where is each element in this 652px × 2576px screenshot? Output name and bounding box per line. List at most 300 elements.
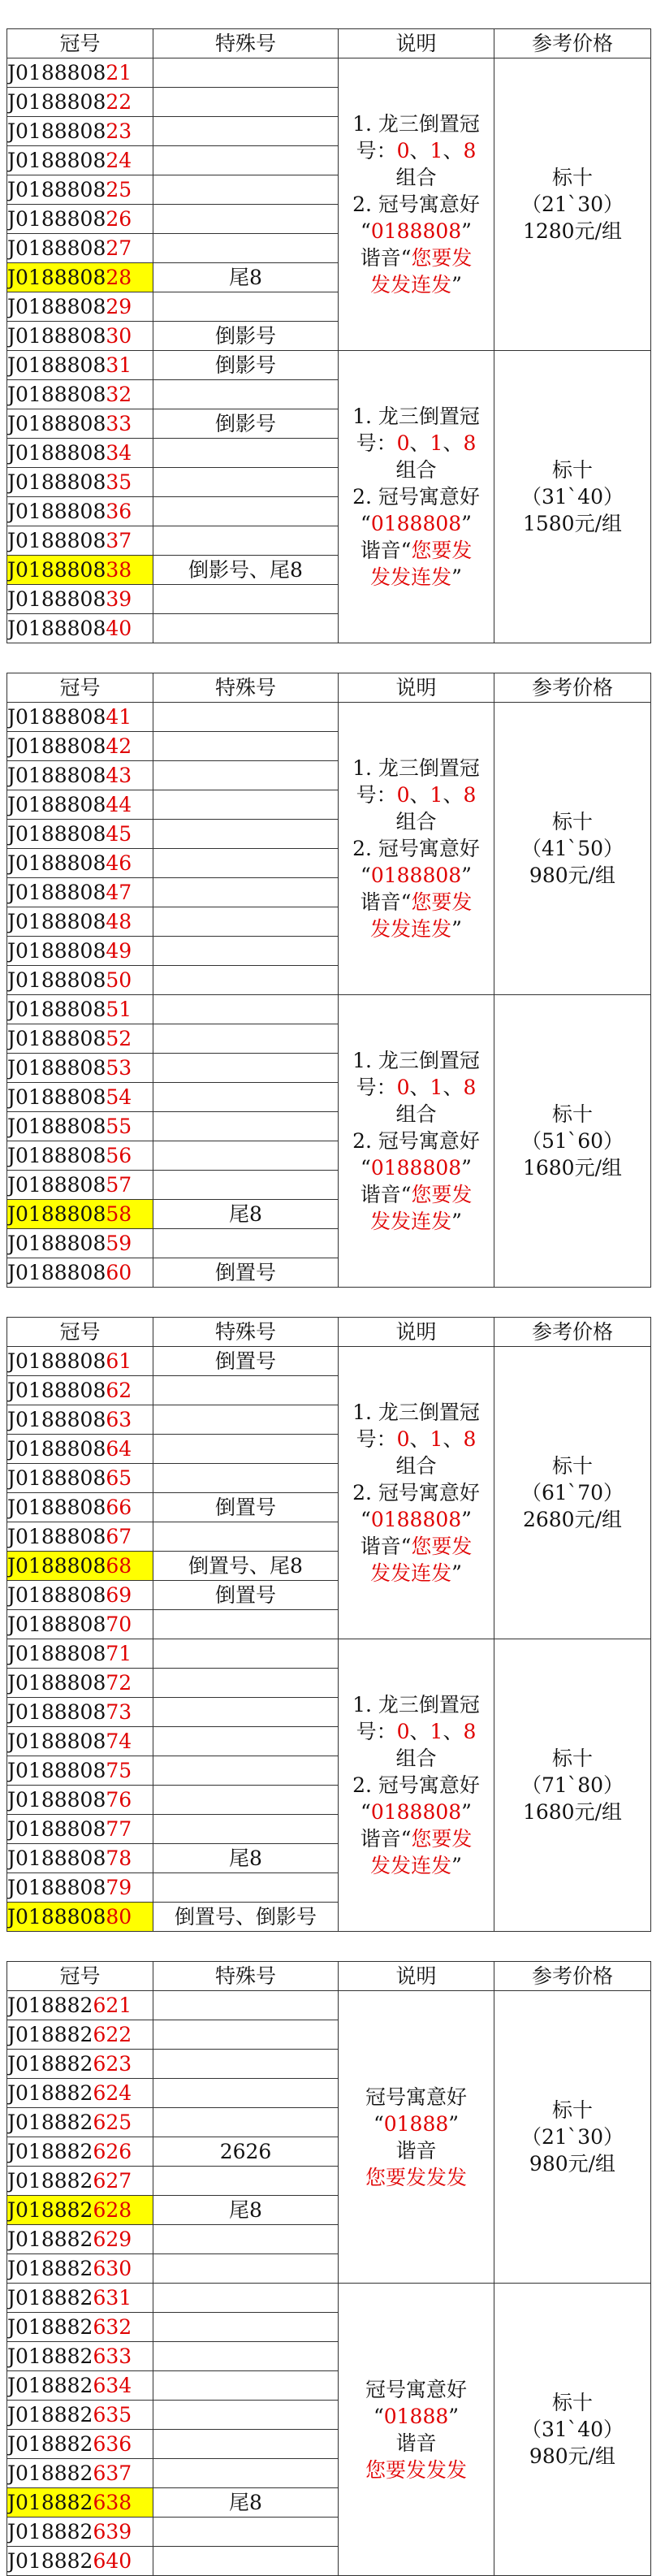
serial-suffix: 27 (106, 236, 132, 260)
serial-cell (7, 88, 153, 117)
serial-cell (7, 849, 153, 878)
serial-suffix: 61 (106, 1349, 132, 1373)
serial-prefix: J018882 (7, 1994, 93, 2017)
desc-text: 组合 (395, 1747, 437, 1770)
header-price: 参考价格 (494, 1962, 651, 1991)
special-cell (153, 1083, 339, 1112)
desc-text: 组合 (395, 458, 437, 482)
desc-text: 号： (356, 139, 397, 162)
desc-line (339, 1506, 494, 1533)
desc-text: 、 (443, 783, 464, 807)
serial-prefix: J0188808 (7, 1876, 106, 1899)
table-row (7, 351, 651, 380)
serial-prefix: J0188808 (7, 149, 106, 172)
desc-line (339, 564, 494, 591)
header-special: 特殊号 (153, 673, 339, 703)
desc-highlight: 发发连发 (370, 1561, 452, 1585)
desc-text: 2. 冠号寓意好 (352, 1773, 480, 1797)
serial-suffix: 37 (106, 529, 132, 552)
desc-text: ” (451, 917, 462, 941)
serial-table (6, 28, 651, 643)
special-cell (153, 2371, 339, 2401)
serial-cell (7, 146, 153, 175)
serial-cell (7, 1347, 153, 1376)
desc-line (339, 483, 494, 510)
desc-highlight: 0188808 (370, 1508, 462, 1531)
special-cell: 2626 (153, 2137, 339, 2167)
special-cell (153, 2167, 339, 2196)
header-serial: 冠号 (7, 29, 153, 58)
special-cell (153, 966, 339, 995)
desc-line (339, 889, 494, 916)
serial-prefix: J0188808 (7, 500, 106, 523)
special-cell: 倒影号、尾8 (153, 556, 339, 585)
desc-digit: 0 (396, 1720, 410, 1743)
desc-line (339, 1074, 494, 1101)
special-cell: 尾8 (153, 263, 339, 292)
special-cell (153, 907, 339, 937)
special-cell (153, 1786, 339, 1815)
serial-prefix: J0188808 (7, 968, 106, 992)
price-cell (494, 1639, 651, 1932)
special-cell (153, 1727, 339, 1756)
serial-cell (7, 526, 153, 556)
desc-line (339, 2084, 494, 2111)
desc-text: 1. 龙三倒置冠 (352, 1049, 480, 1072)
special-cell (153, 1376, 339, 1405)
special-cell (153, 117, 339, 146)
serial-suffix: 48 (106, 910, 132, 933)
price-cell (494, 703, 651, 995)
desc-line (339, 457, 494, 483)
serial-suffix: 71 (106, 1642, 132, 1665)
serial-suffix: 24 (106, 149, 132, 172)
desc-highlight: 发发连发 (370, 1854, 452, 1877)
serial-suffix: 74 (106, 1730, 132, 1753)
desc-text: 、 (409, 1720, 430, 1743)
price-line: （31ˋ40） (520, 2418, 624, 2441)
serial-suffix: 63 (106, 1408, 132, 1431)
serial-suffix: 629 (93, 2227, 132, 2251)
serial-suffix: 50 (106, 968, 132, 992)
serial-suffix: 631 (93, 2286, 132, 2310)
special-cell (153, 292, 339, 322)
desc-text: 、 (443, 431, 464, 455)
desc-text: 1. 龙三倒置冠 (352, 112, 480, 136)
serial-prefix: J0188808 (7, 1173, 106, 1197)
serial-prefix: J0188808 (7, 851, 106, 875)
special-cell (153, 614, 339, 643)
serial-cell (7, 761, 153, 790)
serial-cell (7, 175, 153, 205)
serial-cell (7, 292, 153, 322)
serial-prefix: J018882 (7, 2520, 93, 2544)
serial-suffix: 635 (93, 2403, 132, 2427)
serial-suffix: 630 (93, 2257, 132, 2280)
serial-cell (7, 117, 153, 146)
serial-prefix: J0188808 (7, 90, 106, 114)
desc-text: 2. 冠号寓意好 (352, 1481, 480, 1504)
desc-line (339, 1479, 494, 1506)
serial-prefix: J018882 (7, 2081, 93, 2105)
serial-cell (7, 2137, 153, 2167)
serial-prefix: J0188808 (7, 1056, 106, 1080)
serial-cell (7, 703, 153, 732)
serial-cell (7, 732, 153, 761)
serial-prefix: J0188808 (7, 1379, 106, 1402)
serial-table (6, 1961, 651, 2576)
header-serial: 冠号 (7, 1318, 153, 1347)
desc-text: “ (361, 512, 371, 535)
serial-cell (7, 937, 153, 966)
description-cell (339, 1991, 494, 2284)
table-row (7, 58, 651, 88)
desc-digit: 1 (430, 1076, 443, 1099)
serial-cell (7, 409, 153, 439)
serial-cell (7, 2020, 153, 2050)
desc-highlight: 0188808 (370, 512, 462, 535)
serial-cell (7, 1903, 153, 1932)
serial-cell (7, 1698, 153, 1727)
serial-cell (7, 58, 153, 88)
serial-suffix: 32 (106, 383, 132, 406)
desc-text: 谐音“ (360, 1827, 412, 1851)
price-line: 1680元/组 (522, 1156, 623, 1180)
serial-prefix: J0188808 (7, 412, 106, 435)
special-cell (153, 2079, 339, 2108)
serial-prefix: J0188808 (7, 1408, 106, 1431)
desc-line (339, 2430, 494, 2457)
table-row (7, 1639, 651, 1669)
desc-text: 1. 龙三倒置冠 (352, 1401, 480, 1424)
desc-line (339, 271, 494, 298)
desc-highlight: 您要发 (411, 539, 473, 562)
serial-suffix: 29 (106, 295, 132, 318)
serial-prefix: J0188808 (7, 910, 106, 933)
price-line: 1580元/组 (522, 512, 623, 535)
desc-text: ” (451, 1210, 462, 1233)
desc-text: 、 (409, 139, 430, 162)
serial-suffix: 626 (93, 2140, 132, 2163)
special-cell (153, 1639, 339, 1669)
special-cell (153, 2284, 339, 2313)
desc-text: 2. 冠号寓意好 (352, 837, 480, 860)
special-cell (153, 995, 339, 1024)
serial-suffix: 35 (106, 470, 132, 494)
desc-highlight: 01888 (383, 2111, 449, 2136)
table-row (7, 703, 651, 732)
price-line: 标十 (551, 458, 593, 482)
special-cell: 倒置号、尾8 (153, 1552, 339, 1581)
special-cell (153, 2518, 339, 2547)
serial-cell (7, 1610, 153, 1639)
price-line: 980元/组 (529, 2152, 616, 2176)
serial-cell (7, 2225, 153, 2254)
header-row (7, 1318, 651, 1347)
special-cell (153, 1229, 339, 1258)
serial-suffix: 634 (93, 2374, 132, 2397)
serial-prefix: J0188808 (7, 1349, 106, 1373)
serial-prefix: J0188808 (7, 353, 106, 377)
special-cell: 尾8 (153, 2196, 339, 2225)
serial-cell (7, 2401, 153, 2430)
desc-line (339, 1691, 494, 1718)
serial-suffix: 624 (93, 2081, 132, 2105)
serial-cell (7, 1727, 153, 1756)
desc-highlight: 您要发 (411, 246, 473, 270)
special-cell (153, 2020, 339, 2050)
desc-text: ” (451, 565, 462, 589)
serial-suffix: 57 (106, 1173, 132, 1197)
desc-highlight: 您要发 (411, 1183, 473, 1206)
serial-prefix: J0188808 (7, 881, 106, 904)
desc-line (339, 1560, 494, 1587)
serial-cell (7, 1376, 153, 1405)
desc-line (339, 781, 494, 808)
special-cell (153, 849, 339, 878)
serial-prefix: J0188808 (7, 1759, 106, 1782)
serial-suffix: 65 (106, 1466, 132, 1490)
special-cell: 尾8 (153, 1200, 339, 1229)
serial-suffix: 23 (106, 119, 132, 143)
desc-text: ” (451, 1854, 462, 1877)
desc-digit: 1 (430, 431, 443, 455)
serial-prefix: J0188808 (7, 1466, 106, 1490)
desc-text: ” (461, 864, 472, 887)
serial-prefix: J0188808 (7, 178, 106, 201)
serial-suffix: 78 (106, 1846, 132, 1870)
serial-cell (7, 556, 153, 585)
price-line: 标十 (551, 1454, 593, 1478)
serial-prefix: J0188808 (7, 1671, 106, 1695)
special-cell: 倒置号 (153, 1347, 339, 1376)
serial-suffix: 64 (106, 1437, 132, 1461)
serial-suffix: 58 (106, 1202, 132, 1226)
serial-prefix: J0188808 (7, 324, 106, 348)
serial-cell (7, 2196, 153, 2225)
special-cell (153, 175, 339, 205)
desc-highlight: 您要发发发 (365, 2457, 467, 2482)
serial-cell (7, 263, 153, 292)
serial-prefix: J0188808 (7, 266, 106, 289)
serial-suffix: 38 (106, 558, 132, 582)
special-cell (153, 1669, 339, 1698)
desc-line (339, 2403, 494, 2430)
serial-cell (7, 2254, 153, 2284)
special-cell (153, 1464, 339, 1493)
serial-suffix: 54 (106, 1085, 132, 1109)
serial-cell (7, 1815, 153, 1844)
serial-cell (7, 234, 153, 263)
serial-prefix: J018882 (7, 2549, 93, 2573)
desc-text: 谐音“ (360, 539, 412, 562)
desc-line (339, 916, 494, 942)
special-cell (153, 88, 339, 117)
serial-suffix: 79 (106, 1876, 132, 1899)
desc-line (339, 2376, 494, 2403)
serial-prefix: J0188808 (7, 207, 106, 231)
serial-cell (7, 2079, 153, 2108)
description-cell (339, 351, 494, 643)
special-cell (153, 1405, 339, 1435)
serial-cell (7, 2488, 153, 2518)
special-cell (153, 761, 339, 790)
serial-suffix: 66 (106, 1496, 132, 1519)
serial-cell (7, 790, 153, 820)
desc-text: “ (361, 1508, 371, 1531)
special-cell (153, 2459, 339, 2488)
price-line: 标十 (551, 2098, 593, 2122)
serial-suffix: 62 (106, 1379, 132, 1402)
serial-suffix: 628 (93, 2198, 132, 2222)
desc-highlight: 您要发 (411, 890, 473, 914)
serial-prefix: J0188808 (7, 558, 106, 582)
price-line: 标十 (551, 1102, 593, 1126)
desc-highlight: 您要发发发 (365, 2165, 467, 2189)
desc-text: 、 (409, 431, 430, 455)
serial-suffix: 638 (93, 2491, 132, 2514)
special-cell (153, 2430, 339, 2459)
serial-cell (7, 1669, 153, 1698)
serial-suffix: 70 (106, 1613, 132, 1636)
desc-digit: 8 (463, 431, 477, 455)
header-serial: 冠号 (7, 1962, 153, 1991)
desc-line (339, 2137, 494, 2164)
serial-suffix: 52 (106, 1027, 132, 1050)
price-cell (494, 58, 651, 351)
serial-prefix: J0188808 (7, 1613, 106, 1636)
serial-suffix: 622 (93, 2023, 132, 2046)
special-cell (153, 2547, 339, 2576)
serial-cell (7, 380, 153, 409)
serial-suffix: 42 (106, 734, 132, 758)
serial-suffix: 33 (106, 412, 132, 435)
desc-text: ” (448, 2111, 460, 2136)
serial-cell (7, 966, 153, 995)
serial-prefix: J018882 (7, 2432, 93, 2456)
header-serial: 冠号 (7, 673, 153, 703)
description-cell (339, 703, 494, 995)
price-line: （51ˋ60） (520, 1129, 624, 1153)
special-cell (153, 2225, 339, 2254)
desc-text: 号： (356, 1427, 397, 1451)
serial-suffix: 49 (106, 939, 132, 963)
desc-text: 2. 冠号寓意好 (352, 193, 480, 216)
desc-text: 1. 龙三倒置冠 (352, 1693, 480, 1717)
serial-prefix: J018882 (7, 2491, 93, 2514)
serial-cell (7, 2108, 153, 2137)
special-cell (153, 380, 339, 409)
serial-cell (7, 1581, 153, 1610)
serial-cell (7, 1171, 153, 1200)
desc-line (339, 110, 494, 137)
desc-text: 组合 (395, 810, 437, 833)
desc-text: “ (361, 219, 371, 243)
description-cell (339, 1347, 494, 1639)
serial-prefix: J0188808 (7, 236, 106, 260)
serial-prefix: J018882 (7, 2374, 93, 2397)
header-price: 参考价格 (494, 29, 651, 58)
serial-cell (7, 1844, 153, 1873)
desc-text: 1. 龙三倒置冠 (352, 756, 480, 780)
desc-text: 组合 (395, 166, 437, 189)
special-cell: 尾8 (153, 1844, 339, 1873)
serial-prefix: J0188808 (7, 617, 106, 640)
desc-digit: 8 (463, 1720, 477, 1743)
header-desc: 说明 (339, 29, 494, 58)
serial-cell (7, 1873, 153, 1903)
desc-digit: 0 (396, 1076, 410, 1099)
desc-text: 谐音“ (360, 1183, 412, 1206)
desc-line (339, 1426, 494, 1453)
desc-text: 冠号寓意好 (365, 2377, 467, 2401)
serial-cell (7, 468, 153, 497)
serial-cell (7, 878, 153, 907)
price-cell (494, 1347, 651, 1639)
serial-suffix: 639 (93, 2520, 132, 2544)
description-cell (339, 995, 494, 1288)
serial-suffix: 73 (106, 1700, 132, 1724)
serial-prefix: J018882 (7, 2286, 93, 2310)
table-row (7, 1991, 651, 2020)
desc-text: 冠号寓意好 (365, 2085, 467, 2109)
serial-suffix: 34 (106, 441, 132, 465)
desc-text: ” (448, 2404, 460, 2428)
table-row (7, 995, 651, 1024)
special-cell (153, 1815, 339, 1844)
desc-digit: 0 (396, 783, 410, 807)
serial-suffix: 44 (106, 793, 132, 816)
special-cell (153, 1522, 339, 1552)
serial-suffix: 68 (106, 1554, 132, 1578)
serial-cell (7, 497, 153, 526)
serial-prefix: J0188808 (7, 61, 106, 84)
serial-cell (7, 585, 153, 614)
serial-cell (7, 2313, 153, 2342)
serial-prefix: J018882 (7, 2257, 93, 2280)
desc-text: ” (451, 273, 462, 297)
desc-digit: 8 (463, 1076, 477, 1099)
serial-prefix: J018882 (7, 2052, 93, 2076)
desc-digit: 8 (463, 139, 477, 162)
desc-digit: 8 (463, 783, 477, 807)
serial-suffix: 59 (106, 1232, 132, 1255)
desc-line (339, 1718, 494, 1745)
desc-highlight: 发发连发 (370, 273, 452, 297)
serial-suffix: 47 (106, 881, 132, 904)
serial-suffix: 43 (106, 764, 132, 787)
serial-suffix: 39 (106, 587, 132, 611)
desc-line (339, 2111, 494, 2137)
serial-prefix: J0188808 (7, 1027, 106, 1050)
desc-line (339, 1208, 494, 1235)
desc-line (339, 1825, 494, 1852)
serial-suffix: 77 (106, 1817, 132, 1841)
serial-cell (7, 1200, 153, 1229)
price-line: （21ˋ30） (520, 2125, 624, 2149)
desc-highlight: 0188808 (370, 219, 462, 243)
special-cell (153, 1054, 339, 1083)
price-cell (494, 2284, 651, 2576)
desc-text: 谐音 (395, 2431, 437, 2455)
serial-prefix: J018882 (7, 2140, 93, 2163)
desc-text: 、 (443, 139, 464, 162)
special-cell: 倒置号 (153, 1493, 339, 1522)
description-cell (339, 2284, 494, 2576)
serial-suffix: 76 (106, 1788, 132, 1812)
serial-suffix: 75 (106, 1759, 132, 1782)
desc-line (339, 164, 494, 191)
